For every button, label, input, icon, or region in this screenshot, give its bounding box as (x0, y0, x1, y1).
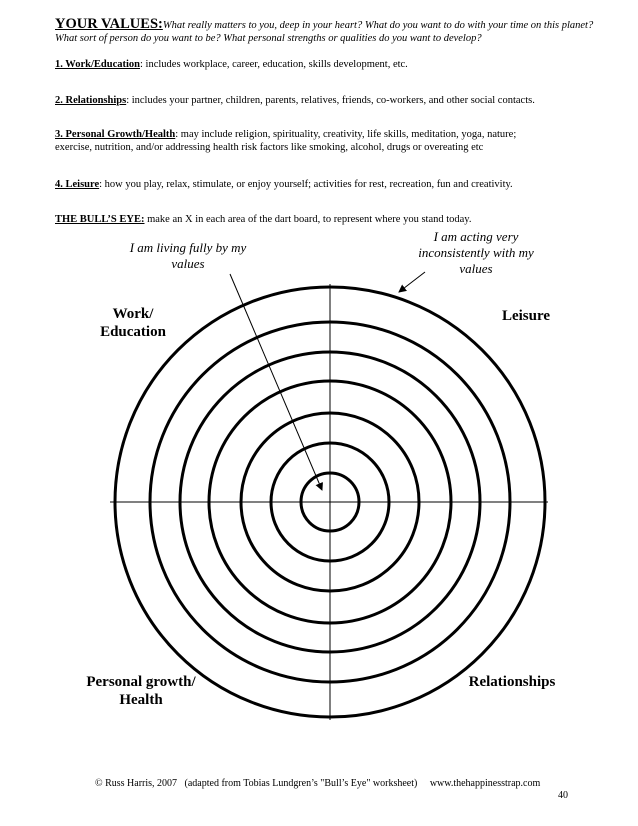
section-text: : includes your partner, children, parents, relatives, friends, co-workers, and other social contacts. (126, 95, 535, 106)
section-label: 1. Work/Education (55, 59, 140, 70)
section-text: : how you play, relax, stimulate, or enjoy yourself; activities for rest, recreation, fun and creativity. (99, 179, 513, 190)
annotation-acting-inconsistently: I am acting very inconsistently with my values (418, 229, 534, 276)
instruction-text: make an X in each area of the dart board, to represent where you stand today. (144, 214, 472, 225)
quadrant-relationships: Relationships (468, 674, 556, 690)
page-title: YOUR VALUES: (55, 16, 163, 32)
intro-text: What really matters to you, deep in your heart? What do you want to do with your time on this planet? What sort of person do you want to be? What personal strengths or qualities do you want to develop? (55, 20, 594, 44)
section-text: : includes workplace, career, education, skills development, etc. (140, 59, 408, 70)
footer-credit: © Russ Harris, 2007 (adapted from Tobias Lundgren’s "Bull’s Eye" worksheet) www.thehappinesstrap.com (95, 778, 541, 789)
instruction-label: THE BULL’S EYE: (55, 214, 145, 225)
section-label: 3. Personal Growth/Health (55, 129, 176, 140)
quadrant-leisure: Leisure (501, 308, 551, 324)
quadrant-work-education: Work/ Education (100, 306, 166, 340)
section-text: : may include religion, spirituality, creativity, life skills, meditation, yoga, nature; exercise, nutrition, and/or addressing health risk factors like smoking, alcohol, drugs or overeating etc (55, 129, 517, 153)
section-label: 2. Relationships (55, 95, 127, 106)
page-number: 40 (558, 790, 568, 801)
section-label: 4. Leisure (55, 179, 100, 190)
quadrant-personal-growth: Personal growth/ Health (86, 674, 196, 708)
annotation-living-fully: I am living fully by my values (129, 240, 247, 271)
